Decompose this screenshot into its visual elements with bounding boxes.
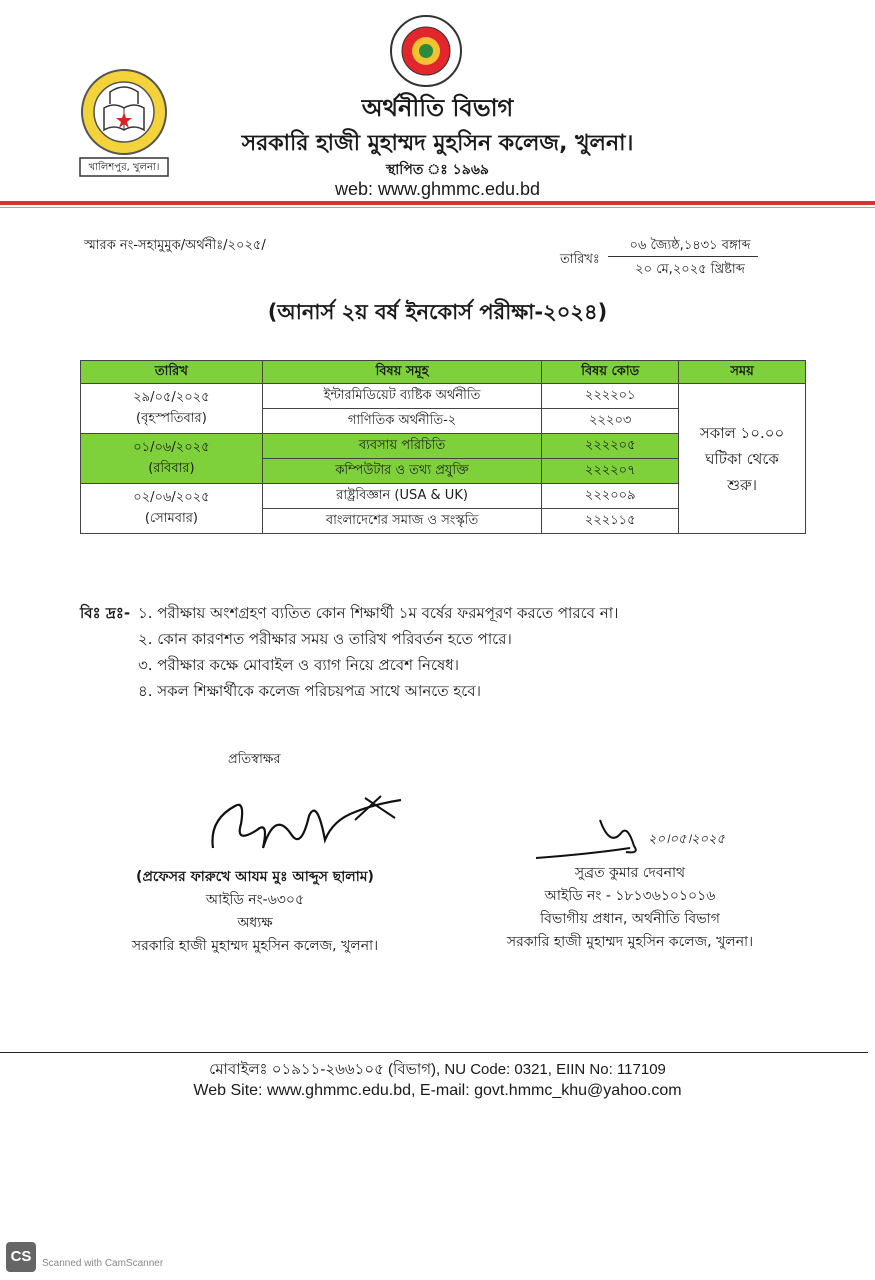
note-item <box>80 678 618 704</box>
department-title: অর্থনীতি বিভাগ <box>361 94 514 122</box>
exam-day: (সোমবার) <box>144 510 198 526</box>
footer-contact: মোবাইলঃ ০১৯১১-২৬৬১০৫ (বিভাগ), NU Code: 0321, EIIN No: 117109 <box>209 1061 666 1078</box>
exam-day: (বৃহস্পতিবার) <box>136 410 207 426</box>
head-org: সরকারি হাজী মুহাম্মদ মুহসিন কলেজ, খুলনা। <box>506 934 754 950</box>
logo-caption: খালিশপুর, খুলনা। <box>88 162 160 173</box>
subject-code: ২২২২০৫ <box>542 434 679 459</box>
head-id: আইডি নং - ১৮১৩৬১০১০১৬ <box>544 888 716 904</box>
website: web: www.ghmmc.edu.bd <box>334 179 541 199</box>
established-year: স্থাপিত ঃ ১৯৬৯ <box>385 162 490 178</box>
exam-time-line3: শুরু। <box>727 475 757 494</box>
subject-name: ব্যবসায় পরিচিতি <box>262 434 542 459</box>
sign-date: ২০।০৫।২০২৫ <box>648 832 725 847</box>
exam-date: ০২/০৬/২০২৫ <box>133 489 210 505</box>
subject-name: বাংলাদেশের সমাজ ও সংস্কৃতি <box>262 509 542 534</box>
subject-code: ২২২২০১ <box>542 384 679 409</box>
subject-code: ২২২২০৭ <box>542 459 679 484</box>
header-divider-thin <box>0 207 875 208</box>
header-time: সময় <box>679 361 806 384</box>
footer-web-email: Web Site: www.ghmmc.edu.bd, E-mail: govt.hmmc_khu@yahoo.com <box>193 1082 682 1099</box>
date-english: ২০ মে,২০২৫ খ্রিষ্টাব্দ <box>635 262 745 277</box>
head-signature <box>530 808 730 868</box>
exam-date: ০১/০৬/২০২৫ <box>133 439 210 455</box>
principal-block <box>110 866 400 958</box>
head-name: সুব্রত কুমার দেবনাথ <box>574 865 686 881</box>
exam-routine-table <box>80 360 806 534</box>
principal-id: আইডি নং-৬৩০৫ <box>205 892 305 908</box>
note-item <box>80 652 618 678</box>
principal-signature <box>205 790 415 870</box>
exam-time-line1: সকাল ১০.০০ <box>699 423 785 442</box>
header-code: বিষয় কোড <box>542 361 679 384</box>
exam-title: (আনার্স ২য় বর্ষ ইনকোর্স পরীক্ষা-২০২৪) <box>267 300 608 324</box>
subject-code: ২২২০০৯ <box>542 484 679 509</box>
exam-day: (রবিবার) <box>148 460 195 476</box>
footer-divider <box>0 1052 868 1053</box>
subject-code: ২২২০৩ <box>542 409 679 434</box>
exam-date-cell <box>81 384 263 434</box>
college-name: সরকারি হাজী মুহাম্মদ মুহসিন কলেজ, খুলনা। <box>241 131 634 156</box>
note-text: ৪. সকল শিক্ষার্থীকে কলেজ পরিচয়পত্র সাথে আনতে হবে। <box>138 682 481 700</box>
exam-time-cell <box>679 384 806 534</box>
subject-name: গাণিতিক অর্থনীতি-২ <box>262 409 542 434</box>
principal-designation: অধ্যক্ষ <box>237 915 273 931</box>
header-subjects: বিষয় সমূহ <box>262 361 542 384</box>
table-row <box>81 384 806 409</box>
subject-name: কম্পিউটার ও তথ্য প্রযুক্তি <box>262 459 542 484</box>
subject-name: ইন্টারমিডিয়েট ব্যষ্টিক অর্থনীতি <box>262 384 542 409</box>
notes-label: বিঃ দ্রঃ- <box>80 604 131 622</box>
header-divider <box>0 201 875 205</box>
principal-org: সরকারি হাজী মুহাম্মদ মুহসিন কলেজ, খুলনা। <box>131 938 379 954</box>
government-seal <box>389 14 463 88</box>
note-text: ২. কোন কারণশত পরীক্ষার সময় ও তারিখ পরিবর্তন হতে পারে। <box>138 630 512 648</box>
subject-name: রাষ্ট্রবিজ্ঞান (USA & UK) <box>262 484 542 509</box>
date-bangla: ০৬ জ্যৈষ্ঠ,১৪৩১ বঙ্গাব্দ <box>629 238 751 253</box>
note-text: ১. পরীক্ষায় অংশগ্রহণ ব্যতিত কোন শিক্ষার্থী ১ম বর্ষের ফরমপূরণ করতে পারবে না। <box>138 604 619 622</box>
memo-number: স্মারক নং-সহামুমুক/অর্থনীঃ/২০২৫/ <box>84 238 266 253</box>
exam-time-line2: ঘটিকা থেকে <box>705 449 779 468</box>
note-text: ৩. পরীক্ষার কক্ষে মোবাইল ও ব্যাগ নিয়ে প্রবেশ নিষেধ। <box>138 656 460 674</box>
date-divider <box>608 256 758 257</box>
date-label: তারিখঃ <box>560 252 600 267</box>
note-item <box>80 600 618 626</box>
head-designation: বিভাগীয় প্রধান, অর্থনীতি বিভাগ <box>540 911 720 927</box>
principal-name: (প্রফেসর ফারুখে আযম মুঃ আব্দুস ছালাম) <box>136 869 374 885</box>
table-header-row <box>81 361 806 384</box>
camscanner-icon: CS <box>6 1242 36 1272</box>
header-date: তারিখ <box>81 361 263 384</box>
countersign-label: প্রতিস্বাক্ষর <box>228 752 281 767</box>
camscanner-text: Scanned with CamScanner <box>42 1258 164 1269</box>
note-item <box>80 626 618 652</box>
notes-section <box>80 600 618 704</box>
exam-date-cell <box>81 484 263 534</box>
exam-date: ২৯/০৫/২০২৫ <box>133 389 210 405</box>
exam-date-cell <box>81 434 263 484</box>
subject-code: ২২২১১৫ <box>542 509 679 534</box>
head-block <box>490 862 770 954</box>
